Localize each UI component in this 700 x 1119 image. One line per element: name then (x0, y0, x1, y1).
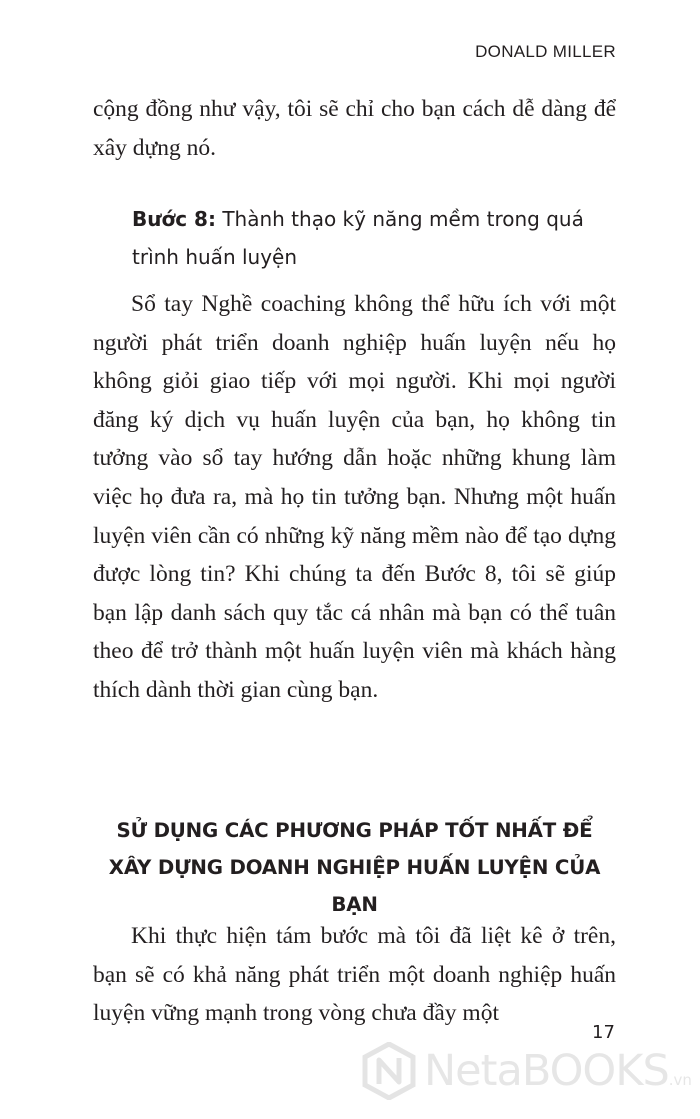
paragraph-closing: Khi thực hiện tám bước mà tôi đã liệt kê ở trên, bạn sẽ có khả năng phát triển một doanh nghiệp huấn luyện vững mạnh trong vòng chưa đầy một (93, 923, 616, 1027)
watermark (362, 1042, 692, 1100)
watermark-brand: NetaBOOKS (424, 1046, 669, 1096)
step-heading (132, 200, 632, 276)
watermark-text (424, 1046, 692, 1096)
section-heading (93, 812, 616, 923)
section-heading-line1: SỬ DỤNG CÁC PHƯƠNG PHÁP TỐT NHẤT ĐỂ (116, 819, 593, 842)
watermark-suffix: .vn (668, 1071, 692, 1089)
step-title: Thành thạo kỹ năng mềm trong quá trình huấn luyện (132, 207, 584, 269)
page-number: 17 (592, 1022, 615, 1043)
step-label: Bước 8: (132, 207, 216, 231)
running-header-author: DONALD MILLER (475, 42, 616, 61)
paragraph-continuation: cộng đồng như vậy, tôi sẽ chỉ cho bạn cách dễ dàng để xây dựng nó. (93, 96, 616, 161)
paragraph-step8-body: Sổ tay Nghề coaching không thể hữu ích với một người phát triển doanh nghiệp huấn luyện nếu họ không giỏi giao tiếp với mọi người. Khi mọi người đăng ký dịch vụ huấn luyện của bạn, họ không tin tưởng vào sổ tay hướng dẫn hoặc những khung làm việc họ đưa ra, mà họ tin tưởng bạn. Nhưng một huấn luyện viên cần có những kỹ năng mềm nào để tạo dựng được lòng tin? Khi chúng ta đến Bước 8, tôi sẽ giúp bạn lập danh sách quy tắc cá nhân mà bạn có thể tuân theo để trở thành một huấn luyện viên mà khách hàng thích dành thời gian cùng bạn. (93, 291, 616, 703)
section-heading-line2: XÂY DỰNG DOANH NGHIỆP HUẤN LUYỆN CỦA BẠN (108, 856, 601, 916)
n-hexagon-logo-icon (362, 1042, 416, 1100)
